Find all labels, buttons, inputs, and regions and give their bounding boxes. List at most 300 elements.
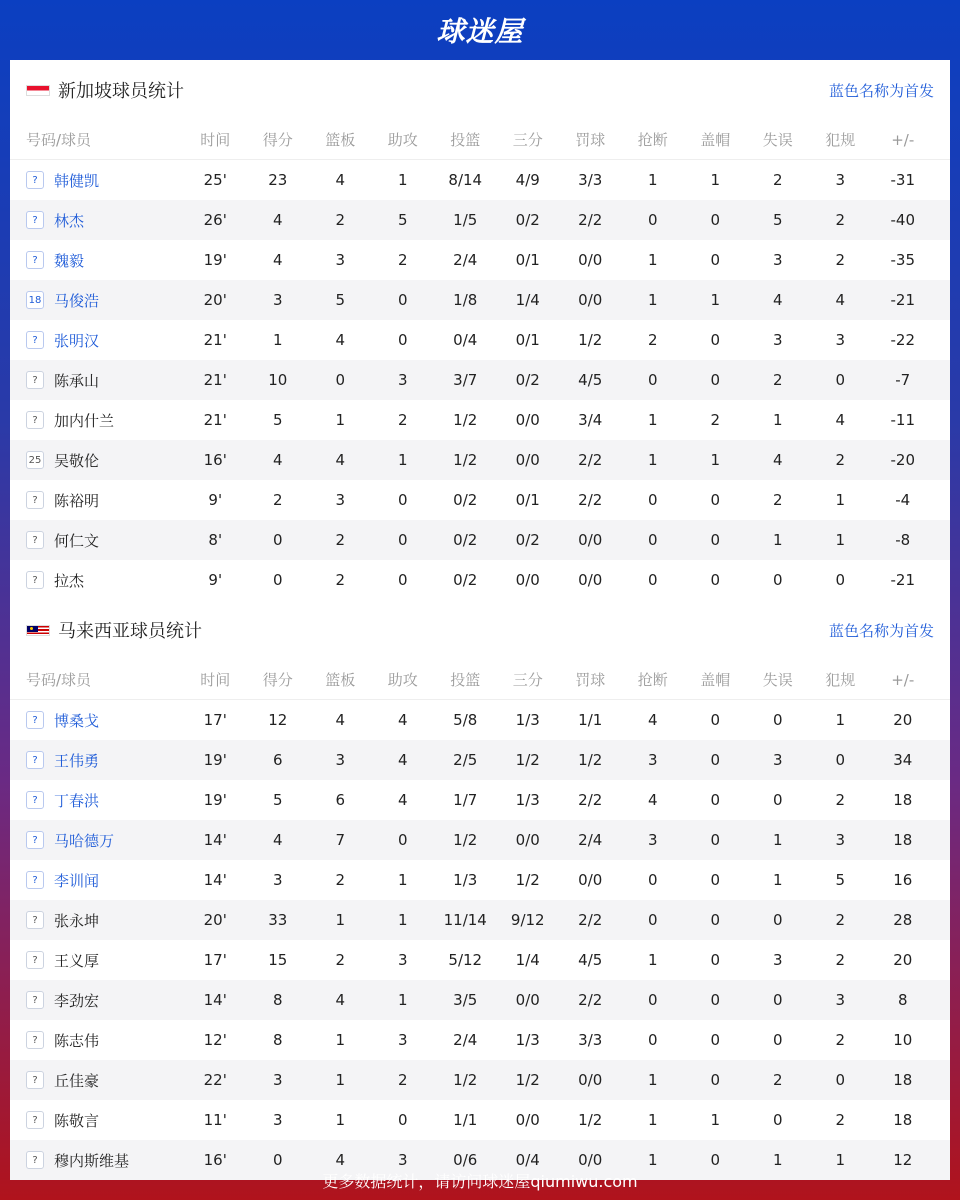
stat-cell: 3 <box>272 1111 283 1129</box>
player-row[interactable] <box>10 940 950 980</box>
stat-cell: 16 <box>893 871 913 889</box>
column-header: 投篮 <box>450 131 481 149</box>
stat-cell: 1 <box>772 831 783 849</box>
column-header: 得分 <box>262 131 293 149</box>
column-header: 三分 <box>512 131 543 149</box>
stat-cell: 1/3 <box>515 791 540 809</box>
stat-cell: 6 <box>335 791 346 809</box>
stat-cell: 1 <box>772 1151 783 1169</box>
player-row[interactable] <box>10 860 950 900</box>
stat-cell: 3 <box>835 991 846 1009</box>
player-row[interactable] <box>10 520 950 560</box>
team-title: 新加坡球员统计 <box>58 81 184 102</box>
stat-cell: 1 <box>647 451 658 469</box>
stat-cell: 0/0 <box>515 451 540 469</box>
stat-cell: 20' <box>203 911 227 929</box>
player-cell <box>10 990 184 1011</box>
stat-cell: 18 <box>893 1111 913 1129</box>
jersey-number: ? <box>26 571 44 589</box>
stat-cell: 0/0 <box>515 571 540 589</box>
stat-cell: 19' <box>203 791 227 809</box>
stat-cell: 1/7 <box>453 791 478 809</box>
stat-cell: 5 <box>272 791 283 809</box>
stat-cell: 0/0 <box>578 871 603 889</box>
player-name[interactable]: 张明汉 <box>54 331 100 350</box>
stat-cell: 2 <box>772 171 783 189</box>
stat-cell: 1/5 <box>453 211 478 229</box>
stat-cell: 2/2 <box>578 451 603 469</box>
column-header: +/- <box>891 130 915 149</box>
stat-cell: 1/2 <box>515 751 540 769</box>
stat-cell: 1/3 <box>515 1031 540 1049</box>
stat-cell: 0 <box>772 911 783 929</box>
jersey-number: ? <box>26 791 44 809</box>
jersey-number: ? <box>26 951 44 969</box>
player-cell <box>10 330 184 351</box>
stat-cell: 0 <box>647 371 658 389</box>
jersey-number: ? <box>26 211 44 229</box>
stat-cell: 23 <box>268 171 288 189</box>
stat-cell: 0/2 <box>515 211 540 229</box>
stat-cell: 3 <box>772 331 783 349</box>
player-row[interactable] <box>10 900 950 940</box>
stat-cell: 2 <box>647 331 658 349</box>
player-row[interactable] <box>10 1100 950 1140</box>
player-name[interactable]: 陈敬言 <box>54 1111 100 1130</box>
player-cell <box>10 370 184 391</box>
stat-cell: 5 <box>335 291 346 309</box>
player-name[interactable]: 何仁文 <box>54 531 100 550</box>
stat-cell: 1/2 <box>453 831 478 849</box>
stat-cell: 26' <box>203 211 227 229</box>
stat-cell: 3 <box>397 1031 408 1049</box>
player-name[interactable]: 马俊浩 <box>54 291 100 310</box>
player-cell <box>10 570 184 591</box>
stat-cell: 0 <box>397 1111 408 1129</box>
player-name[interactable]: 陈裕明 <box>54 491 100 510</box>
stat-cell: 1 <box>647 171 658 189</box>
player-row[interactable] <box>10 740 950 780</box>
stat-cell: 3 <box>335 251 346 269</box>
stat-cell: 0 <box>647 491 658 509</box>
stat-cell: 2 <box>835 1031 846 1049</box>
player-cell <box>10 210 184 231</box>
stat-cell: 5/8 <box>453 711 478 729</box>
stats-card <box>10 60 950 1170</box>
malaysia-flag-icon <box>26 625 50 636</box>
column-header: 盖帽 <box>700 671 731 689</box>
singapore-flag-icon <box>26 85 50 96</box>
player-row[interactable] <box>10 780 950 820</box>
player-name[interactable]: 丁春洪 <box>54 791 100 810</box>
stat-cell: 0 <box>710 331 721 349</box>
stat-cell: 2 <box>835 951 846 969</box>
stat-cell: 0 <box>710 831 721 849</box>
player-name[interactable]: 李劲宏 <box>54 991 100 1010</box>
stat-cell: 2/4 <box>453 251 478 269</box>
stat-cell: 2 <box>397 1071 408 1089</box>
stat-cell: 2 <box>835 911 846 929</box>
stat-cell: 0 <box>647 911 658 929</box>
stat-cell: 0 <box>710 371 721 389</box>
jersey-number: ? <box>26 991 44 1009</box>
stat-cell: 0 <box>647 991 658 1009</box>
column-header: 号码/球员 <box>26 131 92 149</box>
stat-cell: 9' <box>208 571 223 589</box>
team-section <box>10 60 950 600</box>
player-name[interactable]: 吴敬伦 <box>54 451 100 470</box>
stat-cell: 0/0 <box>578 571 603 589</box>
stat-cell: 2 <box>335 571 346 589</box>
player-name[interactable]: 丘佳豪 <box>54 1071 100 1090</box>
player-cell <box>10 910 184 931</box>
player-cell <box>10 1030 184 1051</box>
stat-cell: 0 <box>272 1151 283 1169</box>
stat-cell: 0 <box>710 531 721 549</box>
stat-cell: 0 <box>710 791 721 809</box>
player-name[interactable]: 韩健凯 <box>54 171 100 190</box>
stat-cell: 3 <box>835 331 846 349</box>
stat-cell: 18 <box>893 831 913 849</box>
stat-cell: 22' <box>203 1071 227 1089</box>
stat-cell: 4 <box>272 451 283 469</box>
player-row[interactable] <box>10 1060 950 1100</box>
stat-cell: 1 <box>397 871 408 889</box>
stat-cell: 2 <box>772 491 783 509</box>
player-cell <box>10 790 184 811</box>
team-title: 马来西亚球员统计 <box>58 621 202 642</box>
stat-cell: 1 <box>835 711 846 729</box>
player-row[interactable] <box>10 700 950 740</box>
player-name[interactable]: 陈志伟 <box>54 1031 100 1050</box>
stat-cell: 0 <box>397 831 408 849</box>
player-cell <box>10 710 184 731</box>
stat-cell: 18 <box>893 791 913 809</box>
stat-cell: 1/2 <box>578 1111 603 1129</box>
stat-cell: 0/0 <box>515 411 540 429</box>
stat-cell: 5/12 <box>448 951 483 969</box>
stat-cell: 21' <box>203 331 227 349</box>
stat-cell: 6 <box>272 751 283 769</box>
stat-cell: 25' <box>203 171 227 189</box>
player-row[interactable] <box>10 200 950 240</box>
stat-cell: 2/4 <box>578 831 603 849</box>
stat-cell: 0 <box>710 751 721 769</box>
stat-cell: 1 <box>835 491 846 509</box>
stat-cell: 1 <box>710 171 721 189</box>
stat-cell: 0 <box>710 1071 721 1089</box>
player-row[interactable] <box>10 400 950 440</box>
stat-cell: 14' <box>203 831 227 849</box>
team-section <box>10 600 950 1180</box>
stat-cell: 4 <box>835 291 846 309</box>
stat-cell: 3 <box>272 1071 283 1089</box>
stat-cell: -31 <box>890 171 915 189</box>
stat-cell: 14' <box>203 871 227 889</box>
stat-cell: 3 <box>647 831 658 849</box>
stat-cell: 3/5 <box>453 991 478 1009</box>
player-row[interactable] <box>10 560 950 600</box>
stat-cell: 1/3 <box>515 711 540 729</box>
column-header: 失误 <box>762 131 793 149</box>
stat-cell: 2 <box>835 1111 846 1129</box>
player-row[interactable] <box>10 440 950 480</box>
stat-cell: 1/8 <box>453 291 478 309</box>
player-name[interactable]: 林杰 <box>54 211 85 230</box>
stat-cell: 0 <box>710 211 721 229</box>
stat-cell: 1 <box>647 251 658 269</box>
stat-cell: 2 <box>835 791 846 809</box>
player-name[interactable]: 博桑戈 <box>54 711 100 730</box>
jersey-number: ? <box>26 251 44 269</box>
column-header: 时间 <box>200 131 231 149</box>
stat-cell: 5 <box>772 211 783 229</box>
player-name[interactable]: 加内什兰 <box>54 411 115 430</box>
stat-cell: 0 <box>710 251 721 269</box>
stat-cell: 0/1 <box>515 331 540 349</box>
stat-cell: 0 <box>272 531 283 549</box>
stat-cell: 1/2 <box>578 331 603 349</box>
stat-cell: 4 <box>335 171 346 189</box>
player-cell <box>10 1070 184 1091</box>
stat-cell: 4 <box>772 291 783 309</box>
jersey-number: ? <box>26 531 44 549</box>
jersey-number: ? <box>26 1071 44 1089</box>
stat-cell: 0 <box>647 1031 658 1049</box>
jersey-number: ? <box>26 911 44 929</box>
stat-cell: 1 <box>710 451 721 469</box>
stat-cell: 3 <box>272 291 283 309</box>
stat-cell: 10 <box>893 1031 913 1049</box>
player-name[interactable]: 李训闻 <box>54 871 100 890</box>
player-row[interactable] <box>10 320 950 360</box>
column-header: 罚球 <box>575 671 606 689</box>
player-cell <box>10 830 184 851</box>
stat-cell: 1/2 <box>515 871 540 889</box>
stat-cell: 2 <box>835 251 846 269</box>
stat-cell: 4 <box>272 251 283 269</box>
stat-cell: 4 <box>272 211 283 229</box>
stat-cell: 0 <box>710 1151 721 1169</box>
stat-cell: 3/3 <box>578 1031 603 1049</box>
stat-cell: 11/14 <box>443 911 487 929</box>
stat-cell: 20' <box>203 291 227 309</box>
stat-cell: 0/0 <box>578 291 603 309</box>
stat-cell: 0 <box>835 571 846 589</box>
stat-cell: 2/2 <box>578 211 603 229</box>
stat-cell: 0/0 <box>515 991 540 1009</box>
player-name[interactable]: 穆内斯维基 <box>54 1151 130 1170</box>
player-name[interactable]: 陈承山 <box>54 371 100 390</box>
brand-logo: 球迷屋 <box>436 15 524 48</box>
stat-cell: 4 <box>272 831 283 849</box>
stat-cell: 4 <box>335 991 346 1009</box>
stat-cell: 2 <box>335 951 346 969</box>
player-name[interactable]: 马哈德万 <box>54 831 115 850</box>
column-header-row <box>10 660 950 700</box>
column-header: 盖帽 <box>700 131 731 149</box>
stat-cell: 4 <box>772 451 783 469</box>
stat-cell: -8 <box>895 531 911 549</box>
stat-cell: 3 <box>272 871 283 889</box>
stat-cell: 19' <box>203 251 227 269</box>
stat-cell: 1 <box>335 1031 346 1049</box>
stat-cell: 0/4 <box>515 1151 540 1169</box>
player-name[interactable]: 王伟勇 <box>54 751 100 770</box>
stat-cell: 0 <box>647 871 658 889</box>
stat-cell: 0 <box>710 491 721 509</box>
player-cell <box>10 290 184 311</box>
stat-cell: 1 <box>335 1071 346 1089</box>
stat-cell: 3 <box>835 171 846 189</box>
stat-cell: 0 <box>772 1111 783 1129</box>
stat-cell: 0 <box>710 991 721 1009</box>
stat-cell: 2/2 <box>578 991 603 1009</box>
stat-cell: 0 <box>772 991 783 1009</box>
stat-cell: 0/2 <box>515 531 540 549</box>
stat-cell: 0 <box>772 791 783 809</box>
jersey-number: ? <box>26 711 44 729</box>
stat-cell: 1 <box>397 911 408 929</box>
stat-cell: 0/4 <box>453 331 478 349</box>
stat-cell: 8 <box>897 991 908 1009</box>
stat-cell: 0 <box>397 491 408 509</box>
stat-cell: 0/1 <box>515 491 540 509</box>
player-row[interactable] <box>10 820 950 860</box>
stat-cell: 4 <box>647 791 658 809</box>
player-name[interactable]: 张永坤 <box>54 911 100 930</box>
stat-cell: 0 <box>710 951 721 969</box>
player-row[interactable] <box>10 480 950 520</box>
stat-cell: 1/3 <box>453 871 478 889</box>
stat-cell: 0 <box>710 871 721 889</box>
stat-cell: 5 <box>272 411 283 429</box>
player-cell <box>10 870 184 891</box>
player-row[interactable] <box>10 160 950 200</box>
stat-cell: 2/2 <box>578 911 603 929</box>
jersey-number: ? <box>26 411 44 429</box>
stat-cell: 1/2 <box>578 751 603 769</box>
stat-cell: 0/2 <box>453 491 478 509</box>
stat-cell: 3/7 <box>453 371 478 389</box>
jersey-number: ? <box>26 331 44 349</box>
stat-cell: -20 <box>890 451 915 469</box>
player-name[interactable]: 拉杰 <box>54 571 85 590</box>
stat-cell: 8 <box>272 991 283 1009</box>
stat-cell: 4 <box>835 411 846 429</box>
stat-cell: 19' <box>203 751 227 769</box>
stat-cell: 1/4 <box>515 291 540 309</box>
stat-cell: 18 <box>893 1071 913 1089</box>
player-cell <box>10 410 184 431</box>
player-cell <box>10 450 184 471</box>
stat-cell: 1 <box>647 291 658 309</box>
player-row[interactable] <box>10 240 950 280</box>
section-header <box>10 60 950 120</box>
stat-cell: 0 <box>772 711 783 729</box>
stat-cell: -35 <box>890 251 915 269</box>
stat-cell: 4 <box>335 451 346 469</box>
column-header-row <box>10 120 950 160</box>
section-title <box>26 617 202 643</box>
stat-cell: 3/3 <box>578 171 603 189</box>
stat-cell: 0 <box>397 331 408 349</box>
stat-cell: 17' <box>203 711 227 729</box>
stat-cell: 8 <box>272 1031 283 1049</box>
column-header: 抢断 <box>637 671 668 689</box>
stat-cell: 0/2 <box>515 371 540 389</box>
player-row[interactable] <box>10 980 950 1020</box>
footer-promo[interactable]: 更多数据统计，请访问球迷屋qiumiwu.com <box>322 1171 638 1191</box>
stat-cell: 4 <box>397 791 408 809</box>
stat-cell: 34 <box>893 751 913 769</box>
stat-cell: 0 <box>772 571 783 589</box>
stat-cell: -4 <box>895 491 911 509</box>
stat-cell: 0/0 <box>578 1071 603 1089</box>
player-name[interactable]: 王义厚 <box>54 951 100 970</box>
column-header: 时间 <box>200 671 231 689</box>
stat-cell: 1 <box>710 291 721 309</box>
stat-cell: 2 <box>335 871 346 889</box>
stat-cell: 1 <box>710 1111 721 1129</box>
stat-cell: 8' <box>208 531 223 549</box>
stat-cell: 4 <box>335 1151 346 1169</box>
stat-cell: 0 <box>647 531 658 549</box>
column-header: 助攻 <box>387 671 418 689</box>
stat-cell: 2 <box>710 411 721 429</box>
player-row[interactable] <box>10 360 950 400</box>
jersey-number: 25 <box>26 451 44 469</box>
stat-cell: 7 <box>335 831 346 849</box>
stat-cell: 0/6 <box>453 1151 478 1169</box>
stat-cell: 1 <box>397 171 408 189</box>
stat-cell: 0 <box>335 371 346 389</box>
stat-cell: 2/5 <box>453 751 478 769</box>
stat-cell: 2 <box>335 211 346 229</box>
stat-cell: 9/12 <box>510 911 545 929</box>
jersey-number: ? <box>26 831 44 849</box>
stat-cell: 0 <box>835 371 846 389</box>
column-header: 篮板 <box>325 131 356 149</box>
stat-cell: -21 <box>890 571 915 589</box>
stat-cell: 20 <box>893 711 913 729</box>
stat-cell: 0/0 <box>578 251 603 269</box>
stat-cell: 0/2 <box>453 571 478 589</box>
jersey-number: ? <box>26 1111 44 1129</box>
column-header: +/- <box>891 670 915 689</box>
stat-cell: 0 <box>772 1031 783 1049</box>
stat-cell: 3 <box>335 491 346 509</box>
stat-cell: 1/1 <box>453 1111 478 1129</box>
stat-cell: 1/1 <box>578 711 603 729</box>
column-header: 投篮 <box>450 671 481 689</box>
stat-cell: 1 <box>647 1071 658 1089</box>
stat-cell: 4 <box>335 331 346 349</box>
player-cell <box>10 950 184 971</box>
stat-cell: -11 <box>890 411 915 429</box>
stat-cell: 21' <box>203 371 227 389</box>
player-name[interactable]: 魏毅 <box>54 251 85 270</box>
stat-cell: 3 <box>335 751 346 769</box>
stat-cell: 1/2 <box>515 1071 540 1089</box>
stat-cell: 2 <box>397 411 408 429</box>
jersey-number: ? <box>26 1151 44 1169</box>
player-row[interactable] <box>10 1020 950 1060</box>
stat-cell: -22 <box>890 331 915 349</box>
player-row[interactable] <box>10 280 950 320</box>
stat-cell: 0/1 <box>515 251 540 269</box>
starter-legend: 蓝色名称为首发 <box>828 621 934 640</box>
